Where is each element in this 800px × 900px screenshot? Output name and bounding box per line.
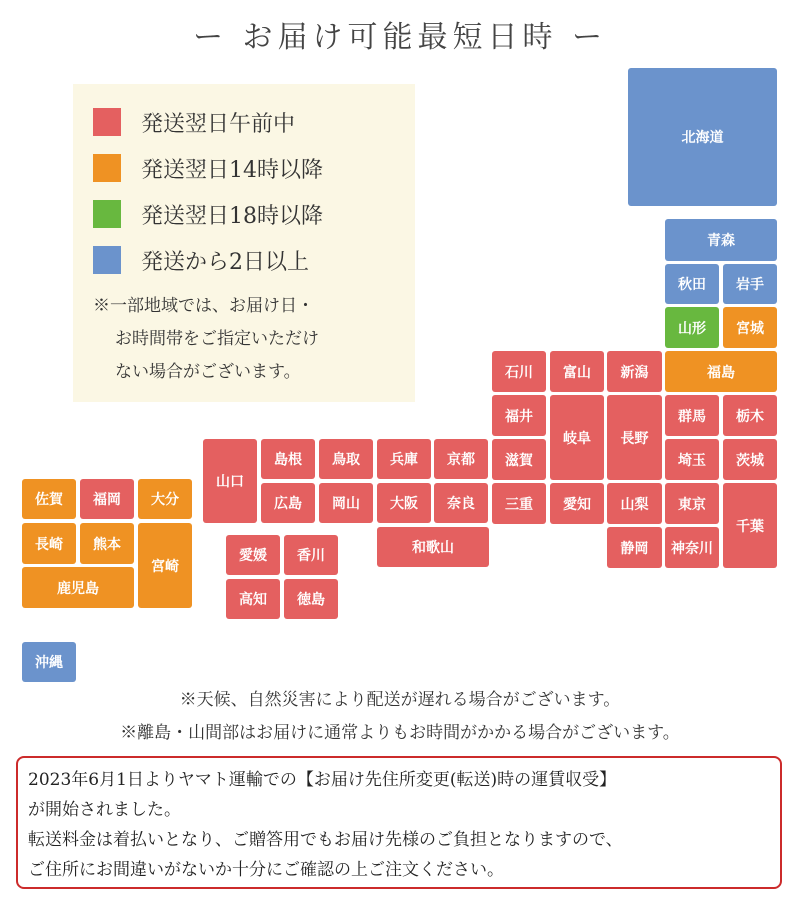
legend-label: 発送翌日18時以降 [141,203,323,229]
pref-shiga[interactable]: 滋賀 [492,439,546,480]
legend-item-14h [93,150,323,186]
weather-note: ※天候、自然災害により配送が遅れる場合がございます。 [179,690,621,710]
pref-toyama[interactable]: 富山 [550,351,604,392]
notice-line: 2023年6月1日よりヤマト運輸での【お届け先住所変更(転送)時の運賃収受】 [28,770,617,790]
pref-wakayama[interactable]: 和歌山 [377,527,489,567]
pref-oita[interactable]: 大分 [138,479,192,519]
legend-item-morning [93,104,295,140]
pref-ehime[interactable]: 愛媛 [226,535,280,575]
legend-note-line: ない場合がございます。 [115,362,301,382]
pref-tokushima[interactable]: 徳島 [284,579,338,619]
pref-kyoto[interactable]: 京都 [434,439,488,479]
pref-shizuoka[interactable]: 静岡 [607,527,662,568]
pref-yamagata[interactable]: 山形 [665,307,719,348]
legend-note-line: ※一部地域では、お届け日・ [93,296,314,316]
pref-miyazaki[interactable]: 宮崎 [138,523,192,608]
legend-label: 発送翌日午前中 [141,111,296,137]
legend-note [93,290,413,389]
red-swatch-icon [93,108,121,136]
pref-yamanashi[interactable]: 山梨 [607,483,662,524]
pref-kagawa[interactable]: 香川 [284,535,338,575]
pref-fukuoka[interactable]: 福岡 [80,479,134,519]
legend-item-2days [93,242,309,278]
pref-nara[interactable]: 奈良 [434,483,488,523]
pref-aichi[interactable]: 愛知 [550,483,604,524]
notice-line: 転送料金は着払いとなり、ご贈答用でもお届け先様のご負担となりますので、 [28,830,623,850]
pref-saitama[interactable]: 埼玉 [665,439,719,480]
pref-ishikawa[interactable]: 石川 [492,351,546,392]
pref-okinawa[interactable]: 沖縄 [22,642,76,682]
pref-osaka[interactable]: 大阪 [377,483,431,523]
legend-label: 発送から2日以上 [141,249,309,275]
blue-swatch-icon [93,246,121,274]
pref-chiba[interactable]: 千葉 [723,483,777,568]
pref-fukui[interactable]: 福井 [492,395,546,436]
legend-box [73,84,415,402]
pref-yamaguchi[interactable]: 山口 [203,439,257,523]
pref-kanagawa[interactable]: 神奈川 [665,527,719,568]
pref-iwate[interactable]: 岩手 [723,264,777,304]
pref-kochi[interactable]: 高知 [226,579,280,619]
transfer-fee-notice [16,756,782,889]
pref-mie[interactable]: 三重 [492,483,546,524]
legend-label: 発送翌日14時以降 [141,157,323,183]
pref-hyogo[interactable]: 兵庫 [377,439,431,479]
pref-aomori[interactable]: 青森 [665,219,777,261]
pref-ibaraki[interactable]: 茨城 [723,439,777,480]
pref-gifu[interactable]: 岐阜 [550,395,604,480]
legend-note-line: お時間帯をご指定いただけ [115,329,319,349]
pref-niigata[interactable]: 新潟 [607,351,662,392]
legend-item-18h [93,196,323,232]
pref-tokyo[interactable]: 東京 [665,483,719,524]
pref-gunma[interactable]: 群馬 [665,395,719,436]
green-swatch-icon [93,200,121,228]
pref-kumamoto[interactable]: 熊本 [80,523,134,564]
pref-tochigi[interactable]: 栃木 [723,395,777,436]
pref-shimane[interactable]: 島根 [261,439,315,479]
pref-kagoshima[interactable]: 鹿児島 [22,567,134,608]
pref-okayama[interactable]: 岡山 [319,483,373,523]
pref-saga[interactable]: 佐賀 [22,479,76,519]
notice-line: が開始されました。 [28,800,181,820]
pref-hiroshima[interactable]: 広島 [261,483,315,523]
pref-fukushima[interactable]: 福島 [665,351,777,392]
islands-note: ※離島・山間部はお届けに通常よりもお時間がかかる場合がございます。 [120,723,680,743]
pref-nagasaki[interactable]: 長崎 [22,523,76,564]
pref-hokkaido[interactable]: 北海道 [628,68,777,206]
pref-miyagi[interactable]: 宮城 [723,307,777,348]
pref-tottori[interactable]: 鳥取 [319,439,373,479]
page-title: ー お届け可能最短日時 ー [192,20,608,55]
pref-akita[interactable]: 秋田 [665,264,719,304]
notice-line: ご住所にお間違いがないか十分にご確認の上ご注文ください。 [28,860,504,880]
orange-swatch-icon [93,154,121,182]
pref-nagano[interactable]: 長野 [607,395,662,480]
